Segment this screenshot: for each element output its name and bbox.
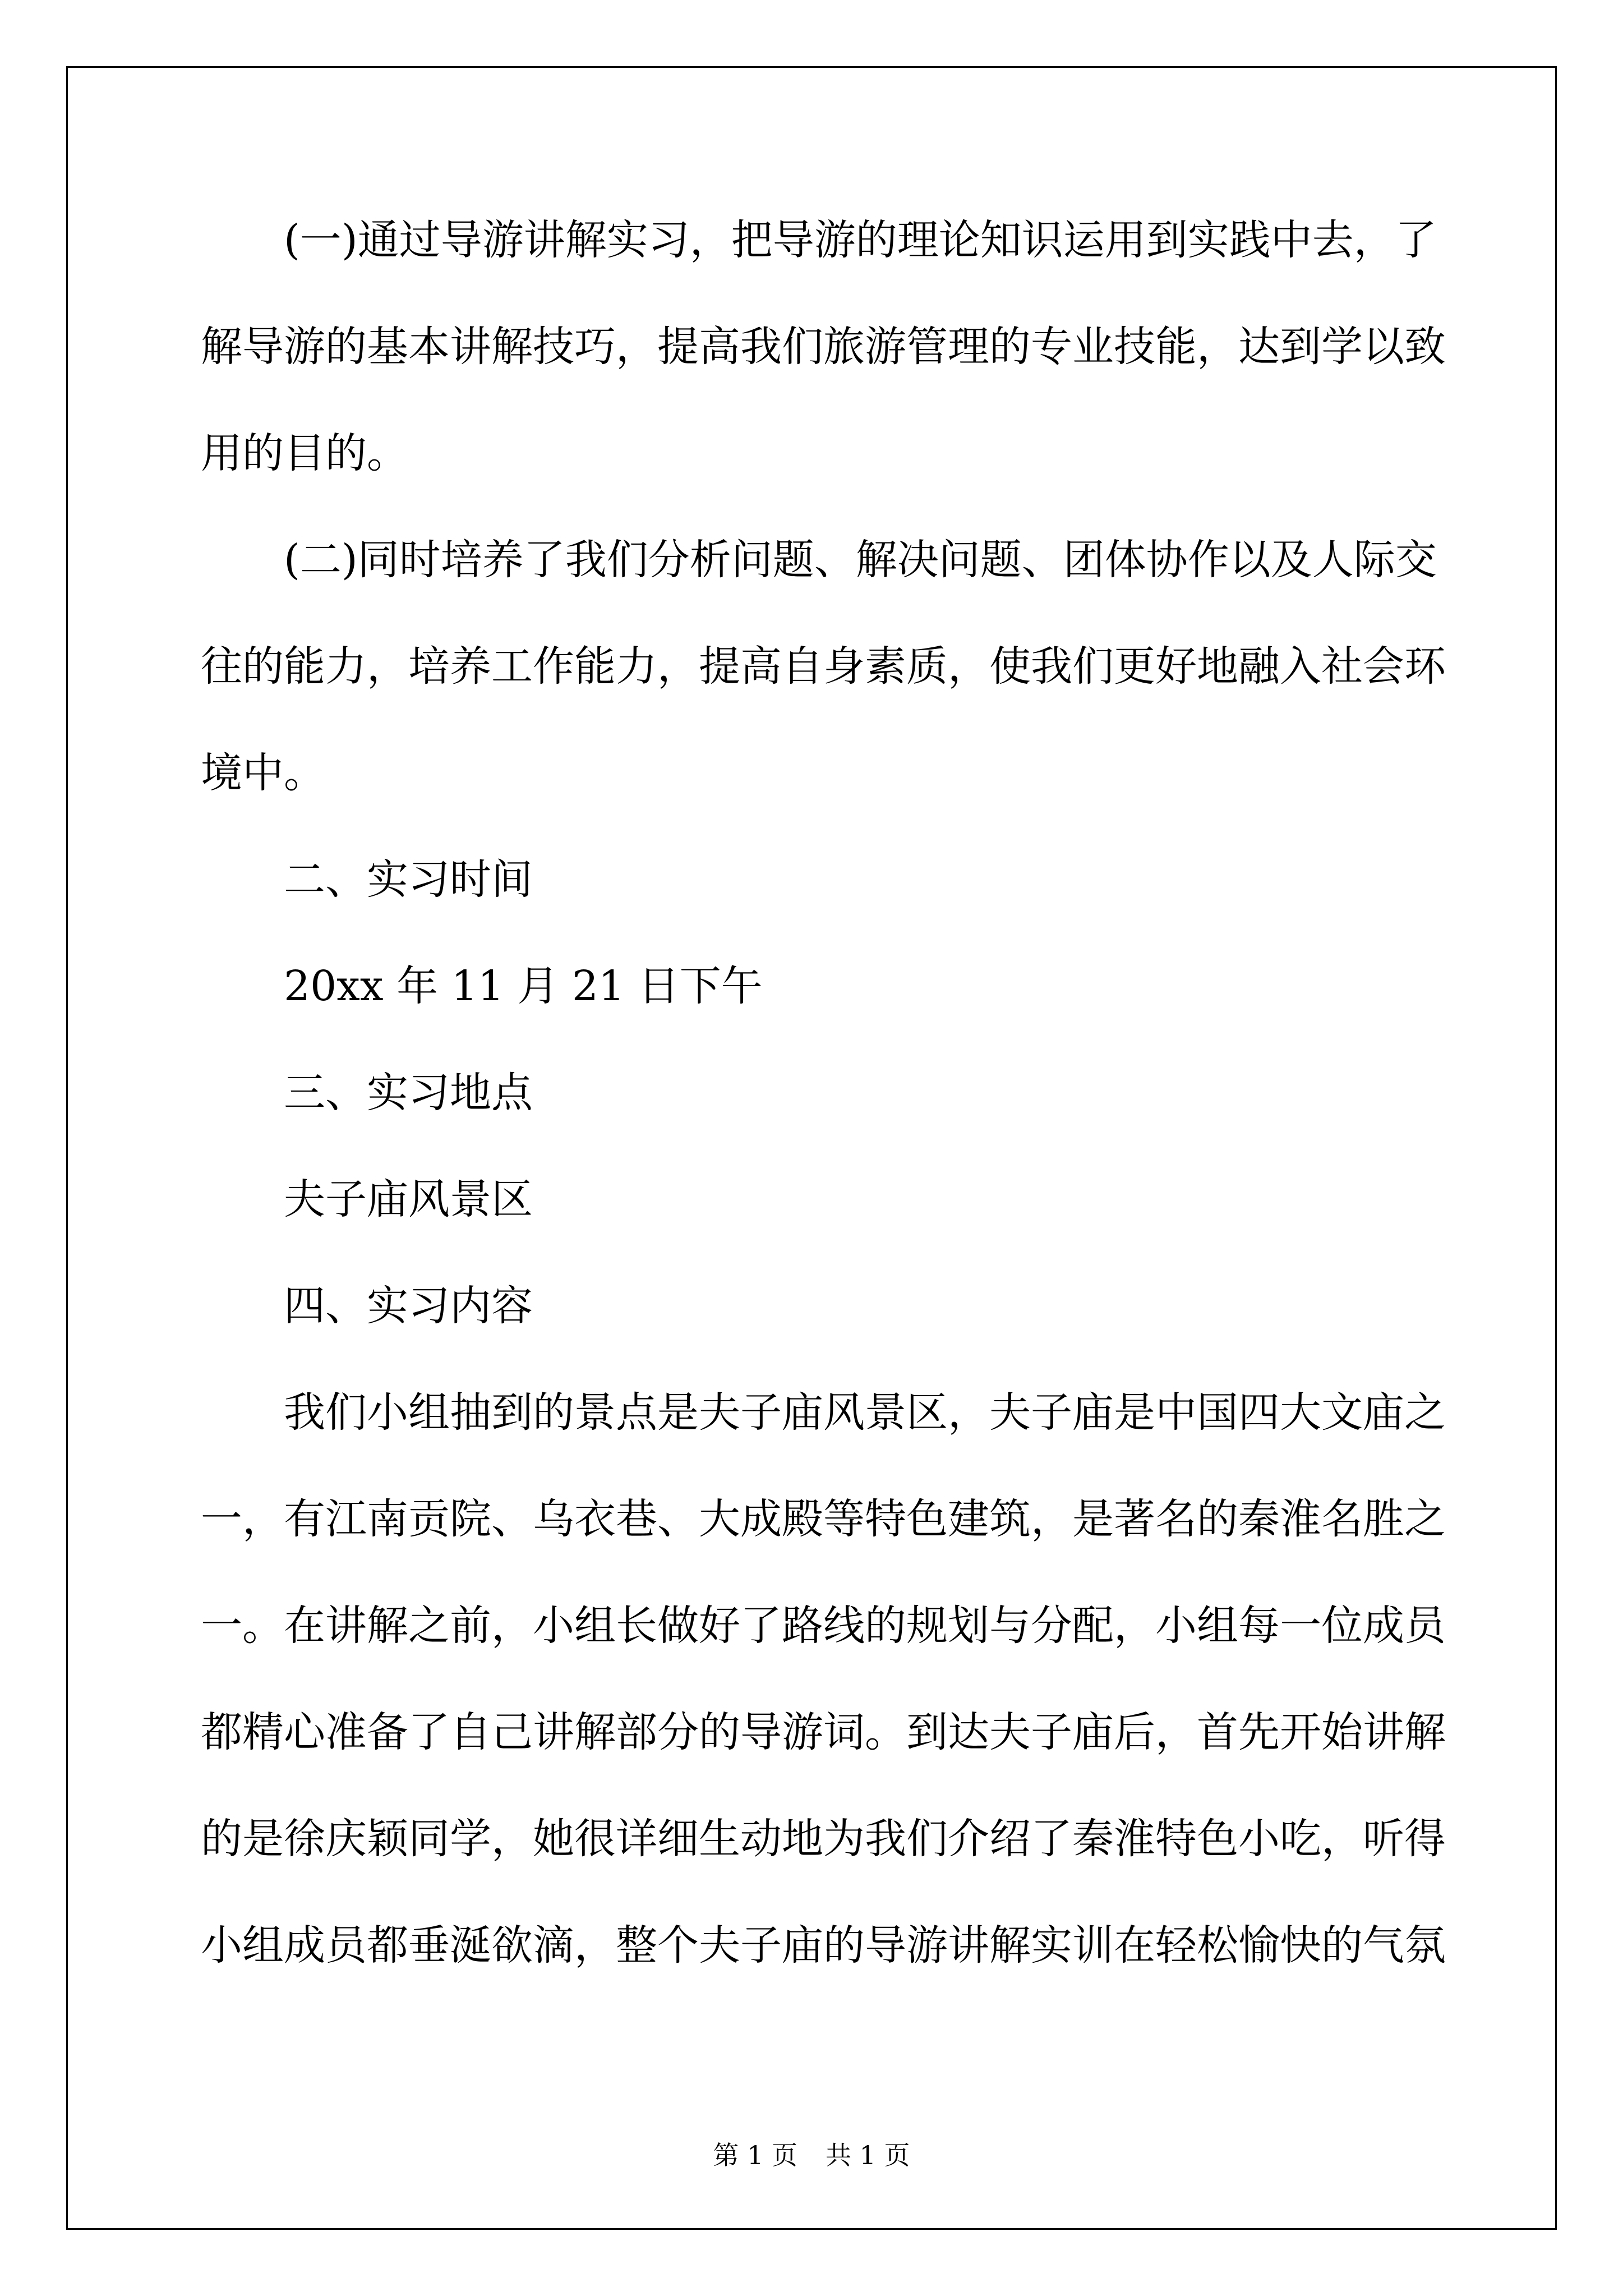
text-line: 境中。 [201,749,325,797]
section-heading: 四、实习内容 [201,1282,533,1330]
text-line: 用的目的。 [201,429,408,477]
text-line: (二)同时培养了我们分析问题、解决问题、团体协作以及人际交 [201,536,1437,584]
section-heading: 二、实习时间 [201,855,533,904]
text-line: 我们小组抽到的景点是夫子庙风景区，夫子庙是中国四大文庙之 [201,1388,1446,1437]
page-border [66,66,1557,2230]
text-line: 都精心准备了自己讲解部分的导游词。到达夫子庙后，首先开始讲解 [201,1708,1446,1756]
text-line: 一。在讲解之前，小组长做好了路线的规划与分配，小组每一位成员 [201,1602,1446,1650]
page-footer [0,2138,1623,2172]
text-line: 夫子庙风景区 [201,1175,533,1223]
page-number-total: 共 1 页 [826,2140,910,2170]
text-line: 小组成员都垂涎欲滴，整个夫子庙的导游讲解实训在轻松愉快的气氛 [201,1921,1446,1970]
text-line: 的是徐庆颖同学，她很详细生动地为我们介绍了秦淮特色小吃，听得 [201,1815,1446,1863]
text-line: 一，有江南贡院、乌衣巷、大成殿等特色建筑，是著名的秦淮名胜之 [201,1495,1446,1543]
page-number-current: 第 1 页 [713,2140,797,2170]
text-line: 解导游的基本讲解技巧，提高我们旅游管理的专业技能，达到学以致 [201,323,1446,371]
text-line: 往的能力，培养工作能力，提高自身素质，使我们更好地融入社会环 [201,642,1446,691]
text-line: (一)通过导游讲解实习，把导游的理论知识运用到实践中去，了 [201,216,1437,264]
text-line: 20xx 年 11 月 21 日下午 [201,962,763,1010]
section-heading: 三、实习地点 [201,1069,533,1117]
